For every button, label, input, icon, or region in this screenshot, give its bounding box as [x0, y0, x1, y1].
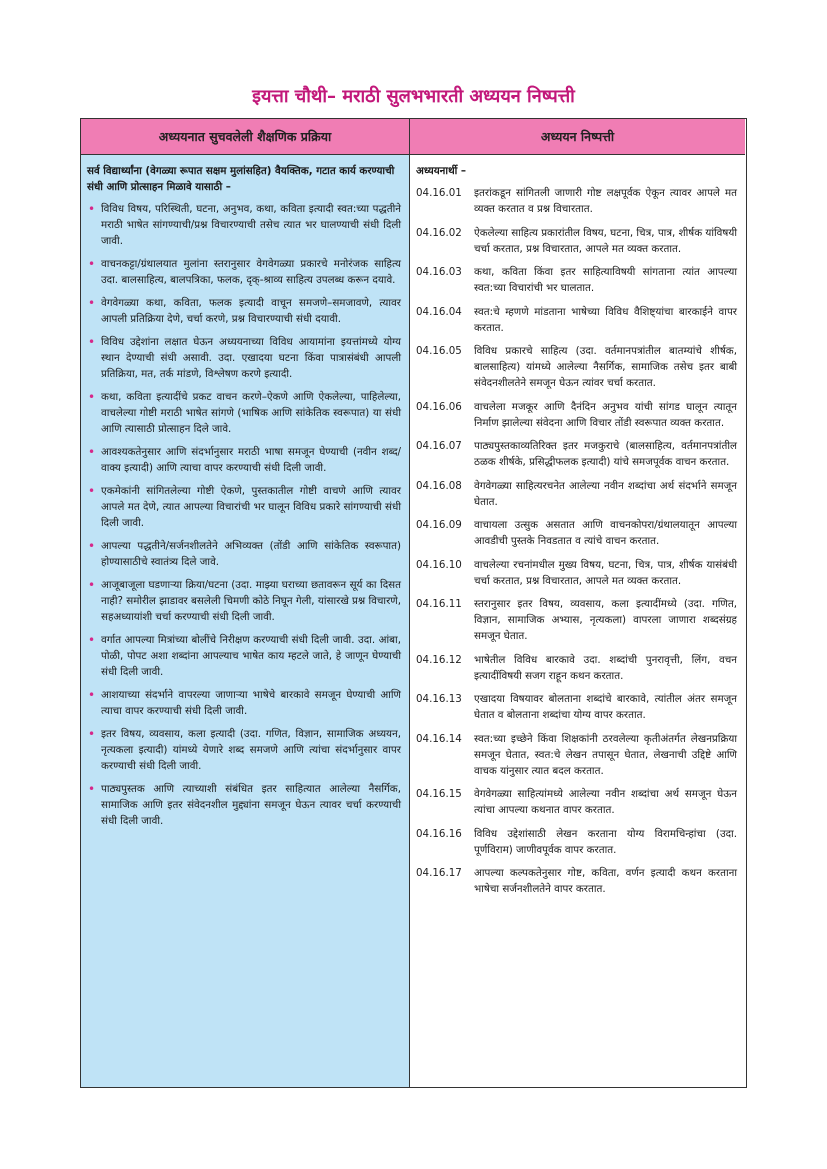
outcome-code: 04.16.12: [416, 653, 462, 666]
outcome-row: [416, 264, 737, 296]
process-item-text: आशयाच्या संदर्भाने वापरल्या जाणाऱ्या भाषेचे बारकावे समजून घेण्याची आणि त्याचा वापर करण्याची संधी दिली जावी.: [101, 689, 401, 717]
outcome-code: 04.16.15: [416, 788, 462, 800]
process-item-text: विविध उद्देशांना लक्षात घेऊन अध्ययनाच्या विविध आयामांना इयत्तांमध्ये योग्य स्थान देण्याची संधी असावी. उदा. एखादया घटना किंवा पात्रासंबंधी आपली प्रतिक्रिया, मत, तर्क मांडणे, विश्लेषण करणे इत्यादी.: [101, 336, 401, 380]
outcome-code: 04.16.06: [416, 400, 462, 413]
outcome-text: भाषेतील विविध बारकावे उदा. शब्दांची पुनरावृत्ती, लिंग, वचन इत्यादींविषयी सजग राहून कथन करतात.: [474, 653, 737, 682]
outcome-row: [416, 225, 737, 257]
outcome-text: विविध प्रकारचे साहित्य (उदा. वर्तमानपत्रांतील बातम्यांचे शीर्षक, बालसाहित्य) यांमध्ये आलेल्या नैसर्गिक, सामाजिक तसेच इतर बाबी संवेदनशीलतेने समजून घेऊन त्यांवर चर्चा करतात.: [474, 345, 737, 389]
outcomes-list: [416, 185, 737, 897]
left-column-header: अध्ययनात सुचवलेली शैक्षणिक प्रक्रिया: [81, 119, 410, 155]
outcome-row: [416, 826, 737, 858]
process-list-item: [87, 483, 401, 531]
outcome-text: एखादया विषयावर बोलताना शब्दांचे बारकावे, त्यांतील अंतर समजून घेतात व बोलताना शब्दांचा योग्य वापर करतात.: [474, 693, 737, 721]
bullet-icon: •: [88, 390, 96, 404]
process-list-item: [87, 389, 401, 437]
process-list-item: [87, 334, 401, 382]
bullet-icon: •: [88, 335, 96, 349]
outcome-row: [416, 478, 737, 510]
outcome-row: [416, 652, 737, 684]
bullet-icon: •: [88, 782, 96, 796]
outcome-code: 04.16.08: [416, 479, 462, 492]
outcome-code: 04.16.17: [416, 867, 462, 879]
process-item-text: एकमेकांनी सांगितलेल्या गोष्टी ऐकणे, पुस्तकातील गोष्टी वाचणे आणि त्यावर आपले मत देणे, त्यात आपल्या विचारांची भर घालून विविध प्रकारे सांगण्याची संधी दिली जावी.: [101, 485, 401, 529]
process-list-item: [87, 781, 401, 829]
right-column-header: अध्ययन निष्पत्ती: [410, 119, 745, 155]
outcomes-intro: अध्ययनार्थी –: [416, 165, 467, 177]
process-list-item: [87, 444, 401, 476]
process-item-text: कथा, कविता इत्यादींचे प्रकट वाचन करणे–ऐकणे आणि ऐकलेल्या, पाहिलेल्या, वाचलेल्या गोष्टी मराठी भाषेत सांगणे (भाषिक आणि सांकेतिक स्वरूपात) या संधी आणि त्यासाठी प्रोत्साहन दिले जावे.: [101, 391, 401, 435]
outcome-row: [416, 786, 737, 818]
bullet-icon: •: [88, 578, 96, 592]
process-item-text: इतर विषय, व्यवसाय, कला इत्यादी (उदा. गणित, विज्ञान, सामाजिक अध्ययन, नृत्यकला इत्यादी) यांमध्ये येणारे शब्द समजणे आणि त्यांचा संदर्भानुसार वापर करण्याची संधी दिली जावी.: [101, 728, 401, 772]
process-list-item: [87, 577, 401, 625]
process-item-text: आवश्यकतेनुसार आणि संदर्भानुसार मराठी भाषा समजून घेण्याची (नवीन शब्द/वाक्य इत्यादी) आणि त्याचा वापर करण्याची संधी दिली जावी.: [101, 446, 401, 474]
process-list: [87, 201, 401, 829]
outcome-row: [416, 865, 737, 897]
outcome-text: इतरांकडून सांगितली जाणारी गोष्ट लक्षपूर्वक ऐकून त्यावर आपले मत व्यक्त करतात व प्रश्न विचारतात.: [474, 187, 737, 215]
outcome-code: 04.16.07: [416, 440, 462, 452]
outcome-code: 04.16.03: [416, 266, 462, 278]
outcome-row: [416, 731, 737, 779]
outcome-row: [416, 343, 737, 391]
process-list-item: [87, 256, 401, 288]
outcome-text: स्वत:चे म्हणणे मांडताना भाषेच्या विविध वैशिष्ट्यांचा बारकाईने वापर करतात.: [474, 305, 737, 334]
process-list-item: [87, 632, 401, 680]
process-item-text: वेगवेगळ्या कथा, कविता, फलक इत्यादी वाचून समजणे–समजावणे, त्यावर आपली प्रतिक्रिया देणे, चर्चा करणे, प्रश्न विचारण्याची संधी दयावी.: [101, 297, 401, 325]
process-column: [81, 155, 410, 1087]
bullet-icon: •: [88, 257, 96, 271]
outcome-text: वाचलेल्या रचनांमधील मुख्य विषय, घटना, चित्र, पात्र, शीर्षक यासंबंधी चर्चा करतात, प्रश्न विचारतात, आपले मत व्यक्त करतात.: [474, 558, 737, 587]
process-item-text: विविध विषय, परिस्थिती, घटना, अनुभव, कथा, कविता इत्यादी स्वत:च्या पद्धतीने मराठी भाषेत सांगण्याची/प्रश्न विचारण्याची तसेच त्यात भर घालण्याची संधी दिली जावी.: [101, 203, 401, 247]
process-list-item: [87, 201, 401, 249]
outcome-row: [416, 304, 737, 336]
process-list-item: [87, 726, 401, 774]
process-item-text: वर्गात आपल्या मित्रांच्या बोलींचे निरीक्षण करण्याची संधी दिली जावी. उदा. आंबा, पोळी, पोपट अशा शब्दांना आपल्याच भाषेत काय म्हटले जाते, हे जाणून घेण्याची संधी दिली जावी.: [101, 634, 401, 678]
page-title: इयत्ता चौथी– मराठी सुलभभारती अध्ययन निष्पत्ती: [252, 86, 575, 107]
bullet-icon: •: [88, 484, 96, 498]
bullet-icon: •: [88, 727, 96, 741]
bullet-icon: •: [88, 688, 96, 702]
bullet-icon: •: [88, 202, 96, 216]
process-intro: सर्व विद्यार्थ्यांना (वेगळ्या रूपात सक्षम मुलांसहित) वैयक्तिक, गटात कार्य करण्याची संधी आणि प्रोत्साहन मिळावे यासाठी –: [87, 165, 395, 193]
outcome-code: 04.16.02: [416, 226, 462, 239]
outcomes-column: [410, 155, 745, 1087]
outcome-text: वाचायला उत्सुक असतात आणि वाचनकोपरा/ग्रंथालयातून आपल्या आवडीची पुस्तके निवडतात व त्यांचे वाचन करतात.: [474, 519, 737, 547]
process-list-item: [87, 538, 401, 570]
process-item-text: आजूबाजूला घडणाऱ्या क्रिया/घटना (उदा. माझ्या घराच्या छतावरून सूर्य का दिसत नाही? समोरील झाडावर बसलेली चिमणी कोठे निघून गेली, यांसारखे प्रश्न विचारणे, सहअध्यायांशी चर्चा करण्याची संधी दिली जावी.: [101, 579, 401, 623]
process-item-text: आपल्या पद्धतीने/सर्जनशीलतेने अभिव्यक्त (तोंडी आणि सांकेतिक स्वरूपात) होण्यासाठीचे स्वातंत्र्य दिले जावे.: [101, 540, 401, 568]
outcome-text: स्तरानुसार इतर विषय, व्यवसाय, कला इत्यादींमध्ये (उदा. गणित, विज्ञान, सामाजिक अभ्यास, नृत्यकला) वापरला जाणारा शब्दसंग्रह समजून घेतात.: [474, 598, 737, 642]
process-list-item: [87, 687, 401, 719]
outcome-code: 04.16.04: [416, 305, 462, 318]
bullet-icon: •: [88, 445, 96, 459]
outcome-row: [416, 185, 737, 217]
outcome-code: 04.16.05: [416, 345, 462, 357]
outcome-code: 04.16.09: [416, 519, 462, 531]
outcome-row: [416, 438, 737, 470]
outcome-code: 04.16.13: [416, 693, 462, 705]
outcome-code: 04.16.16: [416, 827, 462, 840]
outcome-row: [416, 596, 737, 644]
outcome-text: वाचलेला मजकूर आणि दैनंदिन अनुभव यांची सांगड घालून त्यातून निर्माण झालेल्या संवेदना आणि विचार तोंडी स्वरूपात व्यक्त करतात.: [474, 400, 737, 429]
outcome-text: आपल्या कल्पकतेनुसार गोष्ट, कविता, वर्णन इत्यादी कथन करताना भाषेचा सर्जनशीलतेने वापर करतात.: [474, 867, 737, 895]
outcome-text: वेगवेगळ्या साहित्यरचनेत आलेल्या नवीन शब्दांचा अर्थ संदर्भाने समजून घेतात.: [474, 479, 737, 508]
outcome-text: वेगवेगळ्या साहित्यांमध्ये आलेल्या नवीन शब्दांचा अर्थ समजून घेऊन त्यांचा आपल्या कथनात वापर करतात.: [474, 788, 737, 816]
outcome-text: स्वत:च्या इच्छेने किंवा शिक्षकांनी ठरवलेल्या कृतीअंतर्गत लेखनप्रक्रिया समजून घेतात, स्वत:चे लेखन तपासून घेतात, लेखनाची उद्दिष्टे आणि वाचक यांनुसार त्यात बदल करतात.: [474, 732, 737, 777]
outcome-row: [416, 399, 737, 431]
bullet-icon: •: [88, 296, 96, 310]
outcome-row: [416, 691, 737, 723]
outcome-code: 04.16.10: [416, 558, 462, 571]
outcome-text: पाठ्यपुस्तकाव्यतिरिक्त इतर मजकुराचे (बालसाहित्य, वर्तमानपत्रांतील ठळक शीर्षके, प्रसिद्धीफलक इत्यादी) यांचे समजपूर्वक वाचन करतात.: [474, 440, 737, 468]
outcome-code: 04.16.14: [416, 732, 462, 745]
bullet-icon: •: [88, 539, 96, 553]
outcomes-table: [80, 118, 747, 1088]
process-list-item: [87, 295, 401, 327]
outcome-text: विविध उद्देशांसाठी लेखन करताना योग्य विरामचिन्हांचा (उदा. पूर्णविराम) जाणीवपूर्वक वापर करतात.: [474, 827, 737, 856]
outcome-text: ऐकलेल्या साहित्य प्रकारांतील विषय, घटना, चित्र, पात्र, शीर्षक यांविषयी चर्चा करतात, प्रश्न विचारतात, आपले मत व्यक्त करतात.: [474, 226, 737, 255]
process-item-text: वाचनकट्टा/ग्रंथालयात मुलांना स्तरानुसार वेगवेगळ्या प्रकारचे मनोरंजक साहित्य उदा. बालसाहित्य, बालपत्रिका, फलक, दृक्-श्राव्य साहित्य उपलब्ध करून दयावे.: [101, 258, 401, 286]
outcome-code: 04.16.11: [416, 598, 462, 610]
outcome-row: [416, 557, 737, 589]
outcome-row: [416, 517, 737, 549]
outcome-code: 04.16.01: [416, 187, 462, 199]
process-item-text: पाठ्यपुस्तक आणि त्याच्याशी संबंधित इतर साहित्यात आलेल्या नैसर्गिक, सामाजिक आणि इतर संवेदनशील मुद्द्यांना समजून घेऊन त्यावर चर्चा करण्याची संधी दिली जावी.: [101, 783, 401, 827]
bullet-icon: •: [88, 633, 96, 647]
outcome-text: कथा, कविता किंवा इतर साहित्याविषयी सांगताना त्यांत आपल्या स्वत:च्या विचारांची भर घालतात.: [474, 266, 737, 294]
